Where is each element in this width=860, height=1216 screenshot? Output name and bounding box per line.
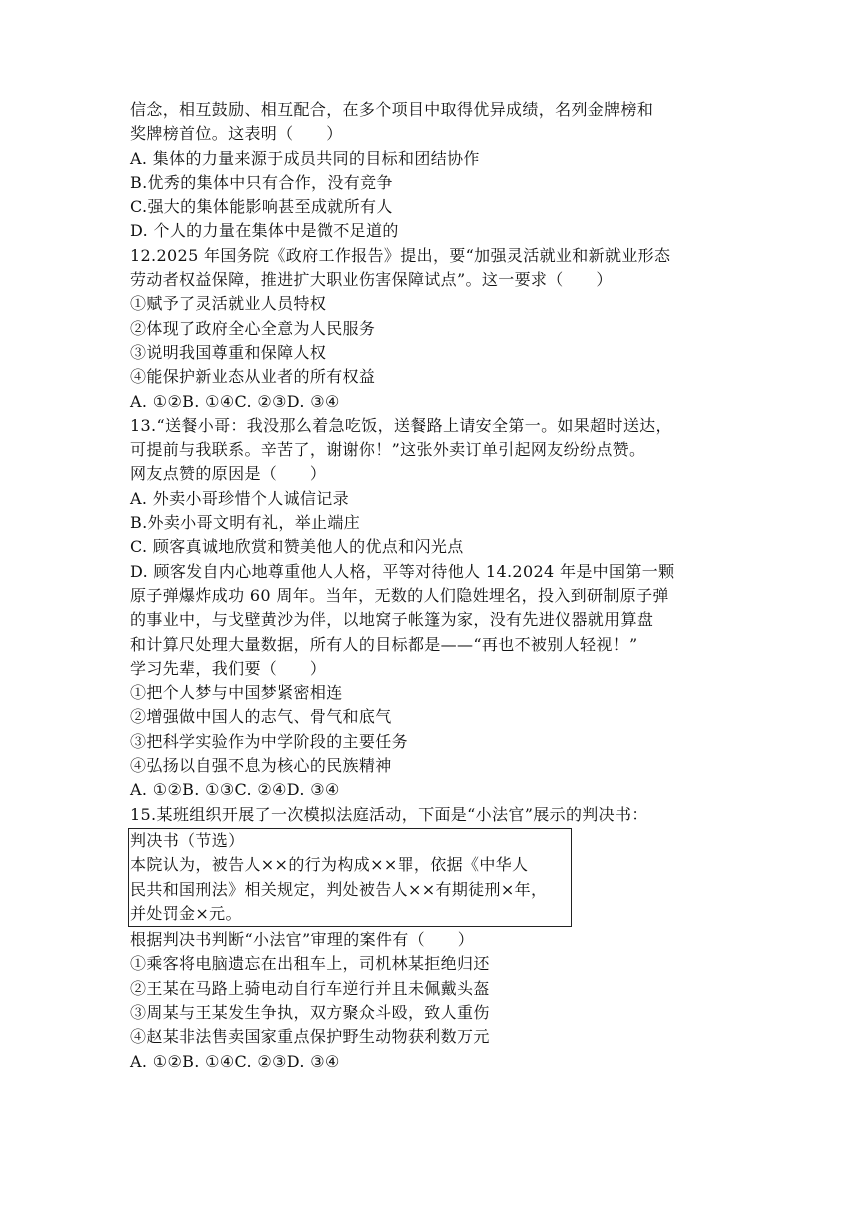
- statement-item: ④赵某非法售卖国家重点保护野生动物获利数万元: [130, 1027, 490, 1047]
- question-stem-line: 学习先辈，我们要（ ）: [130, 658, 327, 678]
- statement-item: ④弘扬以自强不息为核心的民族精神: [130, 756, 392, 776]
- option-b: B.外卖小哥文明有礼，举止端庄: [130, 513, 361, 533]
- verdict-title: 判决书（节选）: [130, 830, 245, 850]
- statement-item: ③周某与王某发生争执，双方聚众斗殴，致人重伤: [130, 1002, 490, 1022]
- exam-page: [130, 98, 750, 1074]
- option-d: D. 个人的力量在集体中是微不足道的: [130, 221, 399, 241]
- option-a: A. 外卖小哥珍惜个人诚信记录: [130, 488, 349, 508]
- question-15: [130, 803, 750, 1074]
- question-stem-line: 13.“送餐小哥：我没那么着急吃饭，送餐路上请安全第一。如果超时送达，: [130, 415, 672, 435]
- option-a: A. 集体的力量来源于成员共同的目标和团结协作: [130, 148, 480, 168]
- question-11: [130, 98, 750, 244]
- verdict-text-line: 本院认为，被告人××的行为构成××罪，依据《中华人: [130, 855, 529, 875]
- verdict-text-line: 并处罚金×元。: [130, 903, 242, 923]
- statement-item: ①赋予了灵活就业人员特权: [130, 294, 327, 314]
- question-13: [130, 414, 750, 584]
- verdict-text-line: 民共和国刑法》相关规定，判处被告人××有期徒刑×年，: [130, 879, 548, 899]
- answer-choices: A. ①②B. ①④C. ②③D. ③④: [130, 391, 340, 411]
- question-stem-line: 奖牌榜首位。这表明（ ）: [130, 124, 343, 144]
- question-stem-line: 根据判决书判断“小法官”审理的案件有（ ）: [130, 930, 475, 950]
- statement-item: ①乘客将电脑遗忘在出租车上，司机林某拒绝归还: [130, 954, 490, 974]
- statement-item: ③说明我国尊重和保障人权: [130, 342, 327, 362]
- option-b: B.优秀的集体中只有合作，没有竞争: [130, 172, 393, 192]
- question-stem-line: 15.某班组织开展了一次模拟法庭活动，下面是“小法官”展示的判决书：: [130, 804, 648, 824]
- option-d: D. 顾客发自内心地尊重他人人格，平等对待他人 14.2024 年是中国第一颗: [130, 561, 675, 581]
- question-stem-line: 和计算尺处理大量数据，所有人的目标都是——“再也不被别人轻视！”: [130, 634, 638, 654]
- option-c: C. 顾客真诚地欣赏和赞美他人的优点和闪光点: [130, 537, 464, 557]
- option-c: C.强大的集体能影响甚至成就所有人: [130, 197, 393, 217]
- question-14: [130, 584, 750, 803]
- question-stem-line: 原子弹爆炸成功 60 周年。当年，无数的人们隐姓埋名，投入到研制原子弹: [130, 585, 669, 605]
- statement-item: ②增强做中国人的志气、骨气和底气: [130, 707, 392, 727]
- question-stem-line: 的事业中，与戈壁黄沙为伴，以地窝子帐篷为家，没有先进仪器就用算盘: [130, 610, 654, 630]
- question-12: [130, 244, 750, 414]
- verdict-excerpt-box: [128, 828, 572, 927]
- statement-item: ②王某在马路上骑电动自行车逆行并且未佩戴头盔: [130, 978, 490, 998]
- question-stem-line: 可提前与我联系。辛苦了，谢谢你！”这张外卖订单引起网友纷纷点赞。: [130, 440, 646, 460]
- statement-item: ④能保护新业态从业者的所有权益: [130, 367, 376, 387]
- question-stem-line: 劳动者权益保障，推进扩大职业伤害保障试点”。这一要求（ ）: [130, 270, 613, 290]
- question-stem-line: 12.2025 年国务院《政府工作报告》提出，要“加强灵活就业和新就业形态: [130, 245, 671, 265]
- answer-choices: A. ①②B. ①④C. ②③D. ③④: [130, 1051, 340, 1071]
- statement-item: ②体现了政府全心全意为人民服务: [130, 318, 376, 338]
- statement-item: ③把科学实验作为中学阶段的主要任务: [130, 731, 408, 751]
- question-stem-line: 网友点赞的原因是（ ）: [130, 464, 327, 484]
- statement-item: ①把个人梦与中国梦紧密相连: [130, 683, 343, 703]
- question-stem-line: 信念，相互鼓励、相互配合，在多个项目中取得优异成绩，名列金牌榜和: [130, 100, 654, 119]
- answer-choices: A. ①②B. ①③C. ②④D. ③④: [130, 780, 340, 800]
